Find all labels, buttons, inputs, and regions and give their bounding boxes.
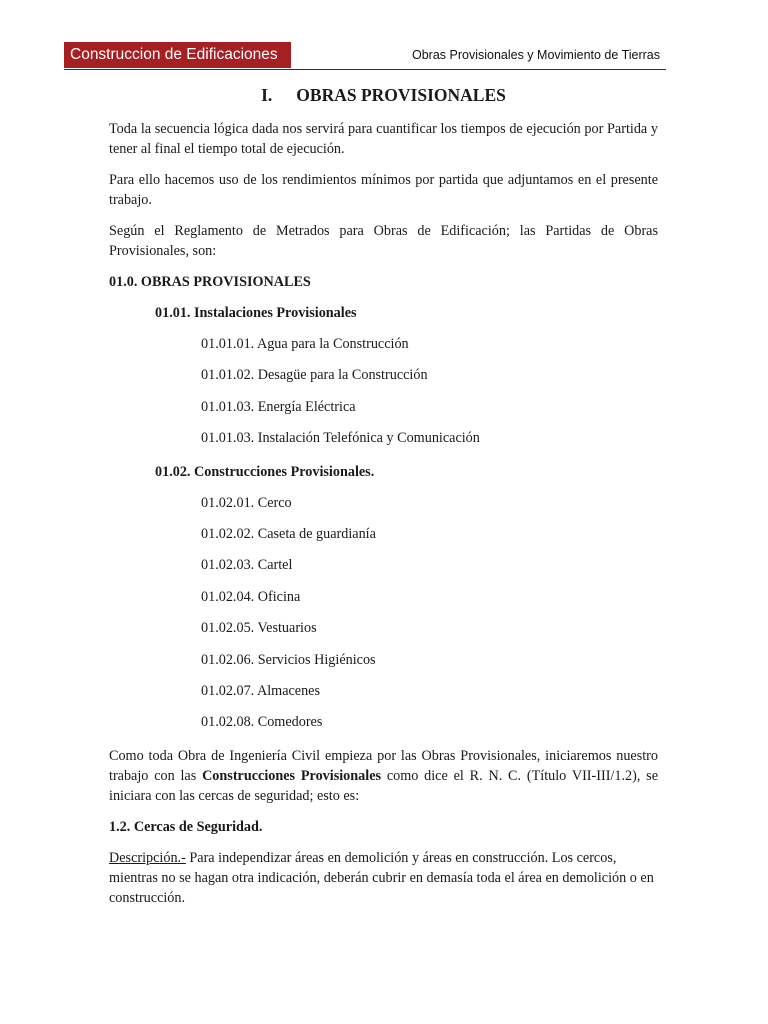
paragraph-4-start: Como toda Obra de Ingeniería Civil empieza por las Obras Provisionales, iniciaremos nuestro trabajo con las xyxy=(109,747,658,784)
list-item: 01.02.06. Servicios Higiénicos xyxy=(201,651,376,668)
paragraph-2: Para ello hacemos uso de los rendimientos mínimos por partida que adjuntamos en el presente trabajo. xyxy=(109,172,658,208)
paragraph-descripcion xyxy=(109,848,658,908)
header-right-title: Obras Provisionales y Movimiento de Tierras xyxy=(411,48,660,62)
list-item: 01.02.02. Caseta de guardianía xyxy=(201,525,376,542)
paragraph-1: Toda la secuencia lógica dada nos servirá para cuantificar los tiempos de ejecución por Partida y tener al final el tiempo total de ejecución. xyxy=(109,121,658,157)
list-item: 01.02.07. Almacenes xyxy=(201,682,320,699)
paragraph-4 xyxy=(109,746,658,806)
list-item: 01.02.03. Cartel xyxy=(201,557,293,574)
list-item: 01.01.03. Instalación Telefónica y Comunicación xyxy=(201,430,480,447)
descripcion-text: Para independizar áreas en demolición y áreas en construcción. Los cercos, mientras no se hagan otra indicación, deberán cubrir en demasía toda el área en demolición o en construcción. xyxy=(109,849,654,906)
subheading-instalaciones: 01.01. Instalaciones Provisionales xyxy=(155,305,357,321)
header-left-title: Construccion de Edificaciones xyxy=(64,42,291,68)
heading-cercas-seguridad: 1.2. Cercas de Seguridad. xyxy=(109,818,263,835)
list-item: 01.02.08. Comedores xyxy=(201,714,323,731)
list-item: 01.01.02. Desagüe para la Construcción xyxy=(201,367,428,384)
list-item: 01.01.01. Agua para la Construcción xyxy=(201,336,409,352)
list-item: 01.01.03. Energía Eléctrica xyxy=(201,398,356,415)
paragraph-4-end: como dice el R. N. C. (Título VII-III/1.2), se iniciara con las cercas de seguridad; esto es: xyxy=(109,767,658,804)
section-title xyxy=(109,84,658,106)
header-divider xyxy=(64,69,666,70)
paragraph-3: Según el Reglamento de Metrados para Obras de Edificación; las Partidas de Obras Provisionales, son: xyxy=(109,223,658,259)
page-header xyxy=(64,42,666,70)
section-title-number: I. xyxy=(261,85,273,105)
list-instalaciones xyxy=(109,334,658,460)
document-body xyxy=(109,84,658,919)
heading-obras-provisionales: 01.0. OBRAS PROVISIONALES xyxy=(109,274,311,290)
list-item: 01.02.04. Oficina xyxy=(201,588,301,605)
subheading-construcciones: 01.02. Construcciones Provisionales. xyxy=(155,463,375,480)
descripcion-label: Descripción.- xyxy=(109,849,186,866)
paragraph-4-bold: Construcciones Provisionales xyxy=(202,767,382,784)
list-construcciones xyxy=(109,493,658,744)
list-item: 01.02.05. Vestuarios xyxy=(201,620,317,637)
section-title-text: OBRAS PROVISIONALES xyxy=(296,85,506,105)
list-item: 01.02.01. Cerco xyxy=(201,494,292,511)
